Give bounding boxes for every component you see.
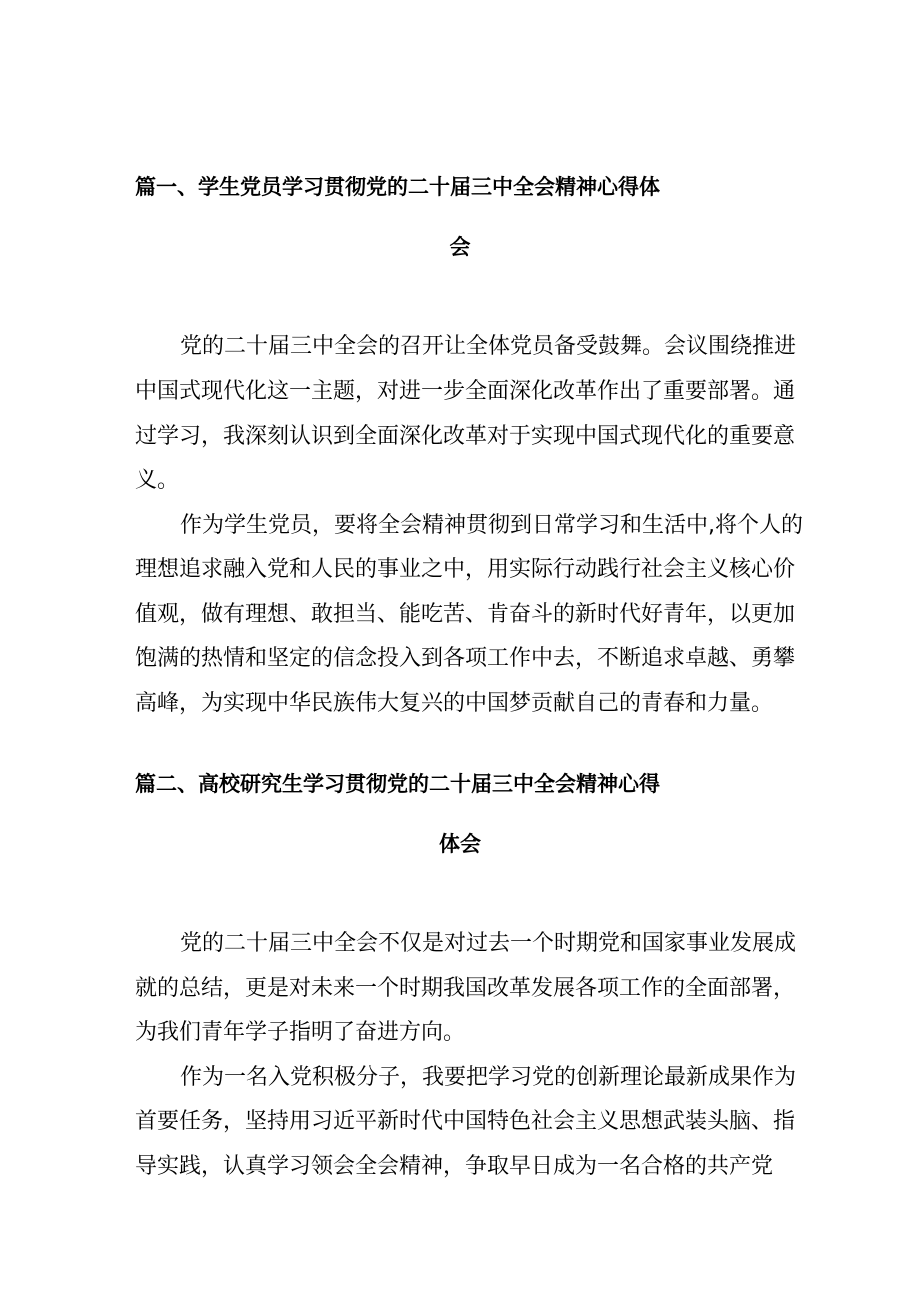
section1-paragraph1-line: 过学习，我深刻认识到全面深化改革对于实现中国式现代化的重要意 [135,424,796,449]
section2-paragraph1-line: 为我们青年学子指明了奋进方向。 [135,1020,466,1045]
section1-title-line1: 篇一、学生党员学习贯彻党的二十届三中全会精神心得体 [135,175,660,199]
section2-paragraph2-line: 作为一名入党积极分子，我要把学习党的创新理论最新成果作为 [180,1065,797,1090]
section2-paragraph1-line: 就的总结，更是对未来一个时期我国改革发展各项工作的全面部署， [135,976,796,1001]
section2-paragraph2-line: 首要任务，坚持用习近平新时代中国特色社会主义思想武装头脑、指 [135,1109,796,1134]
section1-title-line2: 会 [449,235,471,259]
section1-paragraph1-line: 党的二十届三中全会的召开让全体党员备受鼓舞。会议围绕推进 [180,334,797,359]
section1-paragraph2-line: 高峰，为实现中华民族伟大复兴的中国梦贡献自己的青春和力量。 [135,691,774,716]
section2-paragraph1-line: 党的二十届三中全会不仅是对过去一个时期党和国家事业发展成 [180,931,797,956]
section1-paragraph2-line: 饱满的热情和坚定的信念投入到各项工作中去，不断追求卓越、勇攀 [135,646,796,671]
section2-title-line1: 篇二、高校研究生学习贯彻党的二十届三中全会精神心得 [135,772,660,796]
section1-paragraph2-line: 理想追求融入党和人民的事业之中，用实际行动践行社会主义核心价 [135,557,796,582]
section1-paragraph2-line: 值观，做有理想、敢担当、能吃苦、肯奋斗的新时代好青年，以更加 [135,602,796,627]
section1-paragraph2-line: 作为学生党员，要将全会精神贯彻到日常学习和生活中,将个人的 [180,513,803,538]
section1-paragraph1-line: 中国式现代化这一主题，对进一步全面深化改革作出了重要部署。通 [135,379,796,404]
section2-paragraph2-line: 导实践，认真学习领会全会精神，争取早日成为一名合格的共产党 [135,1154,774,1179]
section2-title-line2: 体会 [439,832,481,856]
section1-paragraph1-line: 义。 [135,468,180,493]
